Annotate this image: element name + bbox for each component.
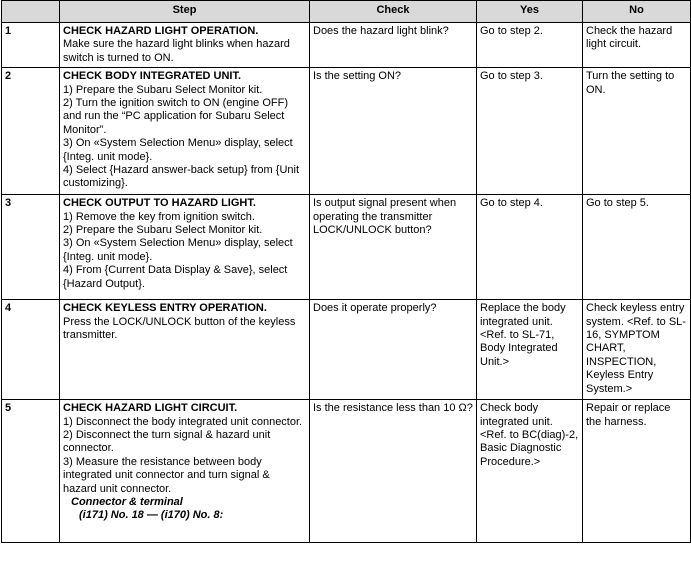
step-number: 2	[2, 68, 60, 195]
step-instruction: 2) Prepare the Subaru Select Monitor kit.	[63, 224, 263, 237]
step-instruction: 1) Remove the key from ignition switch.	[63, 210, 255, 223]
header-row	[2, 1, 691, 23]
table-row	[2, 23, 691, 68]
step-instruction: 3) On «System Selection Menu» display, select {Integ. unit mode}.	[63, 137, 293, 163]
yes-cell: Go to step 2.	[477, 23, 583, 68]
check-cell: Is output signal present when operating the transmitter LOCK/UNLOCK button?	[310, 195, 477, 300]
step-cell	[60, 400, 310, 543]
header-num	[2, 1, 60, 23]
header-no: No	[583, 1, 691, 23]
no-cell: Check keyless entry system. <Ref. to SL-16, SYMPTOM CHART, INSPECTION, Keyless Entry System.>	[583, 300, 691, 400]
yes-cell: Check body integrated unit. <Ref. to BC(diag)-2, Basic Diagnostic Procedure.>	[477, 400, 583, 543]
check-cell: Is the resistance less than 10 Ω?	[310, 400, 477, 543]
step-instruction: 4) From {Current Data Display & Save}, select {Hazard Output}.	[63, 264, 288, 290]
yes-cell: Go to step 3.	[477, 68, 583, 195]
step-instruction: 2) Turn the ignition switch to ON (engine OFF) and run the “PC application for Subaru Select Monitor”.	[63, 97, 288, 136]
step-number: 1	[2, 23, 60, 68]
step-cell	[60, 300, 310, 400]
header-check: Check	[310, 1, 477, 23]
check-cell: Does the hazard light blink?	[310, 23, 477, 68]
yes-cell: Go to step 4.	[477, 195, 583, 300]
step-instruction: Press the LOCK/UNLOCK button of the keyless transmitter.	[63, 315, 296, 342]
table-row	[2, 300, 691, 400]
no-cell: Go to step 5.	[583, 195, 691, 300]
step-instruction: 3) On «System Selection Menu» display, select {Integ. unit mode}.	[63, 237, 293, 263]
no-cell: Check the hazard light circuit.	[583, 23, 691, 68]
step-title: CHECK HAZARD LIGHT OPERATION.	[63, 25, 259, 37]
step-number: 4	[2, 300, 60, 400]
step-title: CHECK KEYLESS ENTRY OPERATION.	[63, 302, 267, 315]
connector-label: Connector & terminal	[71, 496, 183, 509]
header-yes: Yes	[477, 1, 583, 23]
step-title: CHECK OUTPUT TO HAZARD LIGHT.	[63, 197, 256, 210]
no-cell: Turn the setting to ON.	[583, 68, 691, 195]
no-cell: Repair or replace the harness.	[583, 400, 691, 543]
step-instruction: Make sure the hazard light blinks when hazard switch is turned to ON.	[63, 38, 290, 64]
diagnostic-table	[1, 0, 691, 543]
connector-terminal: (i171) No. 18 — (i170) No. 8:	[79, 509, 224, 522]
step-cell	[60, 68, 310, 195]
step-title: CHECK HAZARD LIGHT CIRCUIT.	[63, 402, 238, 415]
step-cell	[60, 195, 310, 300]
step-instruction: 3) Measure the resistance between body integrated unit connector and turn signal & hazard unit connector.	[63, 455, 270, 495]
table-row	[2, 68, 691, 195]
step-instruction: 1) Disconnect the body integrated unit connector.	[63, 415, 303, 428]
step-number: 5	[2, 400, 60, 543]
check-cell: Does it operate properly?	[310, 300, 477, 400]
table-row	[2, 195, 691, 300]
step-instruction: 1) Prepare the Subaru Select Monitor kit.	[63, 83, 263, 96]
step-title: CHECK BODY INTEGRATED UNIT.	[63, 70, 242, 83]
yes-cell: Replace the body integrated unit. <Ref. to SL-71, Body Integrated Unit.>	[477, 300, 583, 400]
step-instruction: 4) Select {Hazard answer-back setup} from {Unit customizing}.	[63, 164, 300, 190]
step-number: 3	[2, 195, 60, 300]
table-row	[2, 400, 691, 543]
check-cell: Is the setting ON?	[310, 68, 477, 195]
step-cell	[60, 23, 310, 68]
header-step: Step	[60, 1, 310, 23]
step-instruction: 2) Disconnect the turn signal & hazard unit connector.	[63, 429, 271, 455]
